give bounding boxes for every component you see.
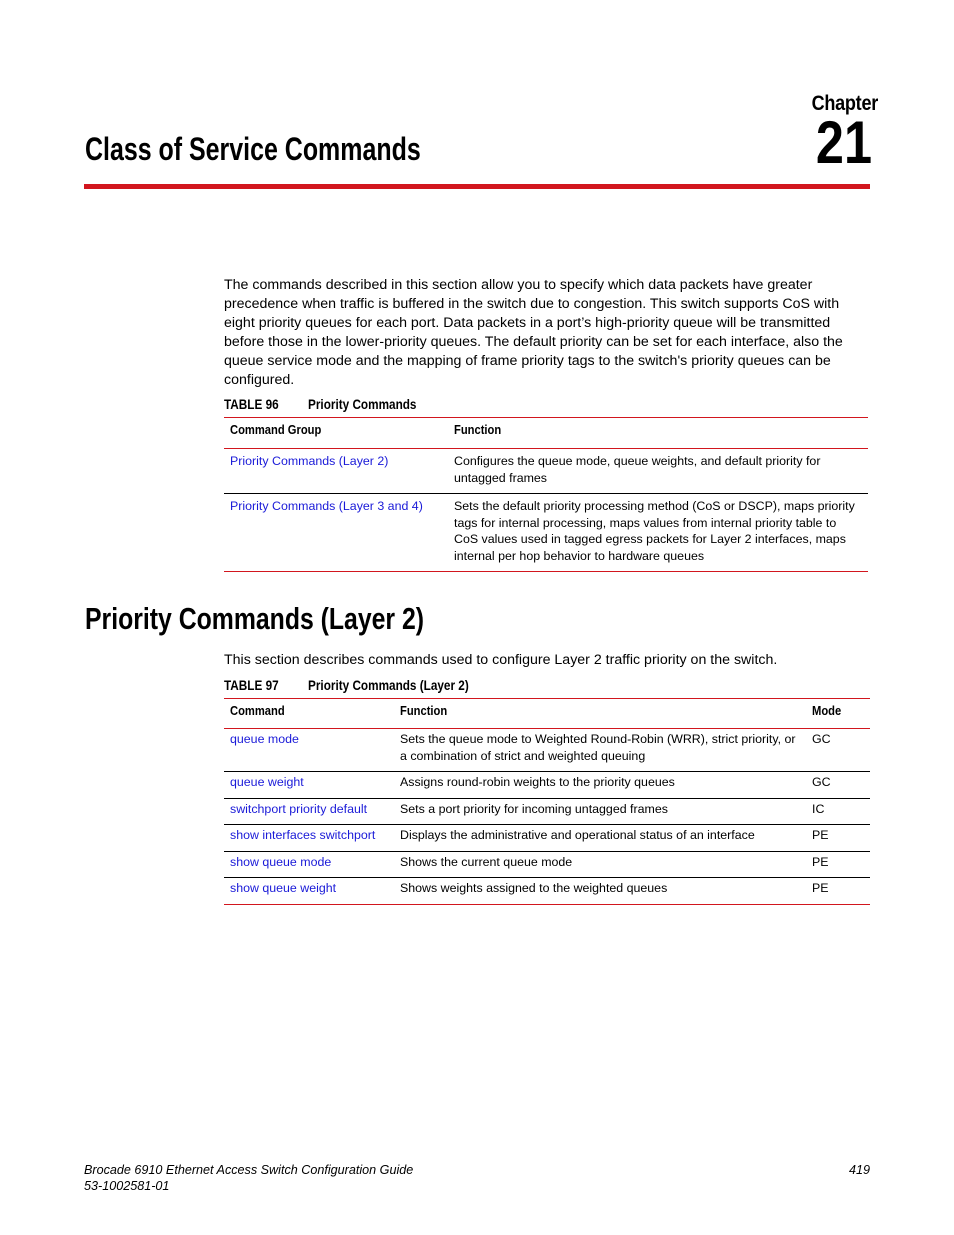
- table-row: [224, 772, 870, 799]
- table96-number: TABLE 96: [224, 396, 279, 412]
- mode-cell: PE: [812, 854, 829, 869]
- mode-cell: GC: [812, 732, 831, 746]
- header-mode: Mode: [812, 703, 842, 718]
- command-link[interactable]: queue weight: [230, 775, 304, 789]
- mode-cell: PE: [812, 881, 829, 895]
- header-command: Command: [230, 703, 285, 718]
- table96-caption: [224, 396, 416, 412]
- function-cell: Displays the administrative and operational status of an interface: [400, 828, 755, 842]
- function-cell: Shows the current queue mode: [400, 854, 573, 869]
- mode-cell: PE: [812, 828, 829, 842]
- table-header-row: [224, 418, 868, 449]
- chapter-number: 21: [815, 109, 872, 176]
- table-row: [224, 798, 870, 825]
- table97-title: Priority Commands (Layer 2): [308, 677, 469, 693]
- function-cell: Assigns round-robin weights to the priority queues: [400, 775, 675, 789]
- command-link[interactable]: switchport priority default: [230, 801, 368, 816]
- table-row: [224, 825, 870, 852]
- table97-caption: [224, 677, 469, 693]
- function-cell: Shows weights assigned to the weighted queues: [400, 881, 668, 895]
- function-cell: Sets the queue mode to Weighted Round-Robin (WRR), strict priority, or a combination of strict and weighted queuing: [400, 732, 796, 763]
- command-link[interactable]: show queue mode: [230, 854, 332, 869]
- footer-guide-title: Brocade 6910 Ethernet Access Switch Configuration Guide: [84, 1163, 414, 1177]
- command-link[interactable]: show interfaces switchport: [230, 828, 376, 842]
- function-cell: Sets the default priority processing method (CoS or DSCP), maps priority tags for internal processing, maps values from internal priority table to CoS values used in tagged egress packets for Layer 2 interfaces, maps internal per hop behavior to hardware queues: [454, 499, 855, 563]
- command-link[interactable]: queue mode: [230, 732, 299, 746]
- table97-number: TABLE 97: [224, 677, 279, 693]
- table-row: [224, 878, 870, 905]
- chapter-label: Chapter: [811, 92, 878, 115]
- function-cell: Configures the queue mode, queue weights, and default priority for untagged frames: [454, 454, 821, 485]
- section-paragraph: This section describes commands used to configure Layer 2 traffic priority on the switch.: [224, 652, 778, 668]
- table96-title: Priority Commands: [308, 396, 417, 412]
- command-group-link[interactable]: Priority Commands (Layer 3 and 4): [230, 499, 423, 513]
- table-row: [224, 851, 870, 878]
- header-command-group: Command Group: [230, 422, 322, 437]
- mode-cell: IC: [812, 801, 825, 816]
- command-group-link[interactable]: Priority Commands (Layer 2): [230, 454, 389, 468]
- layer2-priority-commands-table: [224, 698, 870, 905]
- header-function: Function: [454, 422, 502, 437]
- intro-paragraph: The commands described in this section allow you to specify which data packets have greater precedence when traffic is buffered in the switch due to congestion. This switch supports CoS with eight priority queues for each port. Data packets in a port’s high-priority queue will be transmitted before those in the lower-priority queues. The default priority can be set for each interface, also the queue service mode and the mapping of frame priority tags to the switch's priority queues can be configured.: [224, 277, 843, 388]
- chapter-title: Class of Service Commands: [85, 131, 421, 167]
- footer-doc-number: 53-1002581-01: [84, 1179, 170, 1193]
- chapter-rule: [84, 184, 870, 189]
- section-title: Priority Commands (Layer 2): [85, 601, 425, 636]
- function-cell: Sets a port priority for incoming untagged frames: [400, 801, 668, 816]
- header-function: Function: [400, 703, 448, 718]
- command-link[interactable]: show queue weight: [230, 881, 337, 895]
- table-row: [224, 729, 870, 772]
- mode-cell: GC: [812, 775, 831, 789]
- priority-commands-table: [224, 417, 868, 572]
- table-row: [224, 494, 868, 572]
- table-header-row: [224, 699, 870, 729]
- footer-page-number: 419: [848, 1163, 870, 1177]
- table-row: [224, 449, 868, 494]
